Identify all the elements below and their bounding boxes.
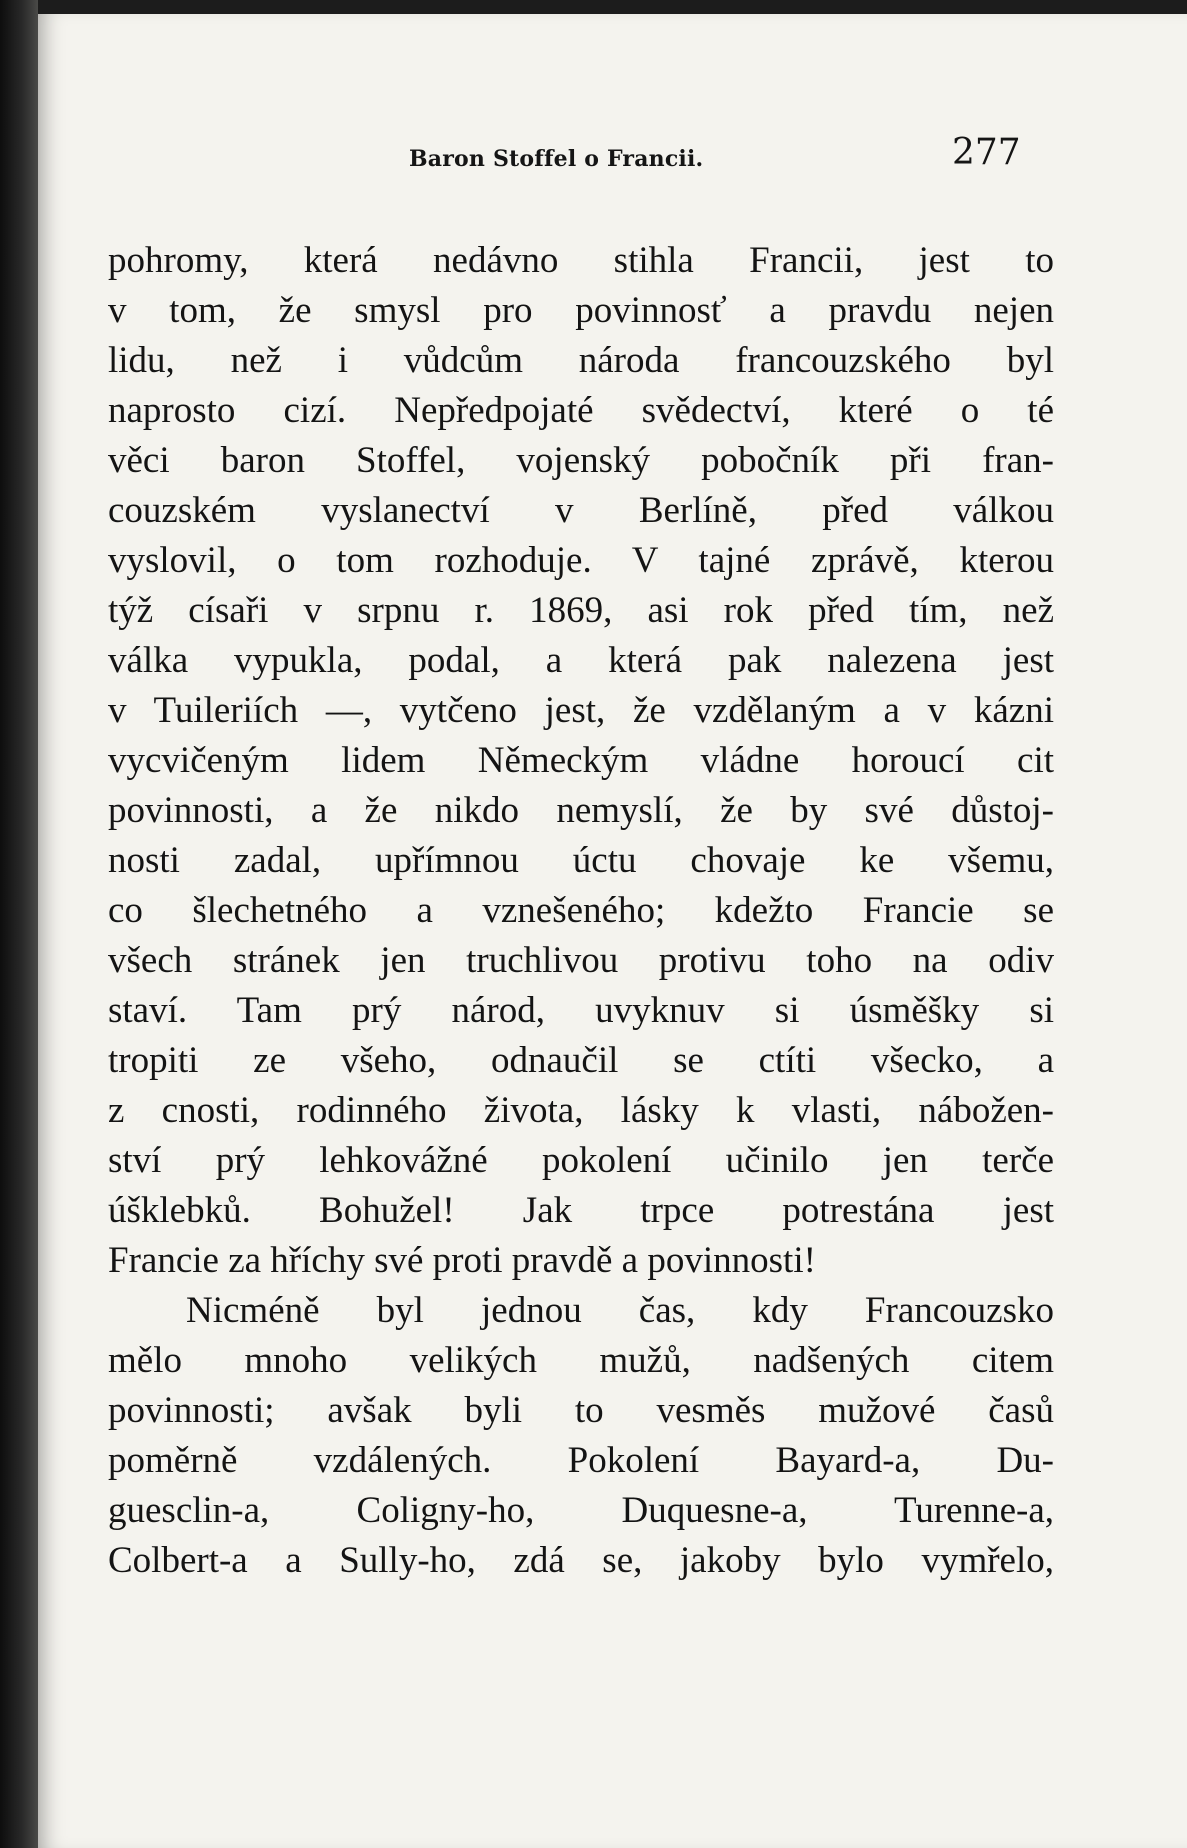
text-line: Colbert-a a Sully-ho, zdá se, jakoby bylo vymřelo, bbox=[108, 1540, 1054, 1581]
text-line: v Tuileriích —, vytčeno jest, že vzdělaným a v kázni bbox=[108, 690, 1054, 731]
book-page bbox=[38, 14, 1187, 1848]
text-line: tropiti ze všeho, odnaučil se ctíti všecko, a bbox=[108, 1040, 1054, 1081]
text-line: pohromy, která nedávno stihla Francii, jest to bbox=[108, 240, 1054, 281]
text-line: vycvičeným lidem Německým vládne horoucí cit bbox=[108, 740, 1054, 781]
text-line: mělo mnoho velikých mužů, nadšených citem bbox=[108, 1340, 1054, 1381]
text-line: v tom, že smysl pro povinnosť a pravdu nejen bbox=[108, 290, 1054, 331]
text-line: guesclin-a, Coligny-ho, Duquesne-a, Turenne-a, bbox=[108, 1490, 1054, 1531]
text-line: couzském vyslanectví v Berlíně, před válkou bbox=[108, 490, 1054, 531]
text-line: povinnosti, a že nikdo nemyslí, že by své důstoj- bbox=[108, 790, 1054, 831]
text-line: nosti zadal, upřímnou úctu chovaje ke všemu, bbox=[108, 840, 1054, 881]
text-line: úšklebků. Bohužel! Jak trpce potrestána jest bbox=[108, 1190, 1054, 1231]
paragraph-first-line: Nicméně byl jednou čas, kdy Francouzsko bbox=[186, 1290, 1054, 1331]
text-line: vyslovil, o tom rozhoduje. V tajné zprávě, kterou bbox=[108, 540, 1054, 581]
text-line: staví. Tam prý národ, uvyknuv si úsměšky si bbox=[108, 990, 1054, 1031]
text-line: poměrně vzdálených. Pokolení Bayard-a, Du- bbox=[108, 1440, 1054, 1481]
text-line: povinnosti; avšak byli to vesměs mužové časů bbox=[108, 1390, 1054, 1431]
text-line: věci baron Stoffel, vojenský pobočník při fran- bbox=[108, 440, 1054, 481]
text-line: týž císaři v srpnu r. 1869, asi rok před tím, než bbox=[108, 590, 1054, 631]
text-line: Francie za hříchy své proti pravdě a povinnosti! bbox=[108, 1240, 816, 1281]
text-line: z cnosti, rodinného života, lásky k vlasti, nábožen- bbox=[108, 1090, 1054, 1131]
running-title: Baron Stoffel o Francii. bbox=[409, 146, 704, 172]
text-line: všech stránek jen truchlivou protivu toho na odiv bbox=[108, 940, 1054, 981]
text-line: co šlechetného a vznešeného; kdežto Francie se bbox=[108, 890, 1054, 931]
body-text bbox=[108, 236, 1054, 1586]
page-number: 277 bbox=[952, 132, 1021, 173]
text-line: ství prý lehkovážné pokolení učinilo jen terče bbox=[108, 1140, 1054, 1181]
text-line: lidu, než i vůdcům národa francouzského byl bbox=[108, 340, 1054, 381]
text-line: naprosto cizí. Nepředpojaté svědectví, které o té bbox=[108, 390, 1054, 431]
book-spine-shadow bbox=[0, 0, 38, 1848]
text-line: válka vypukla, podal, a která pak nalezena jest bbox=[108, 640, 1054, 681]
page-header bbox=[38, 122, 1187, 182]
